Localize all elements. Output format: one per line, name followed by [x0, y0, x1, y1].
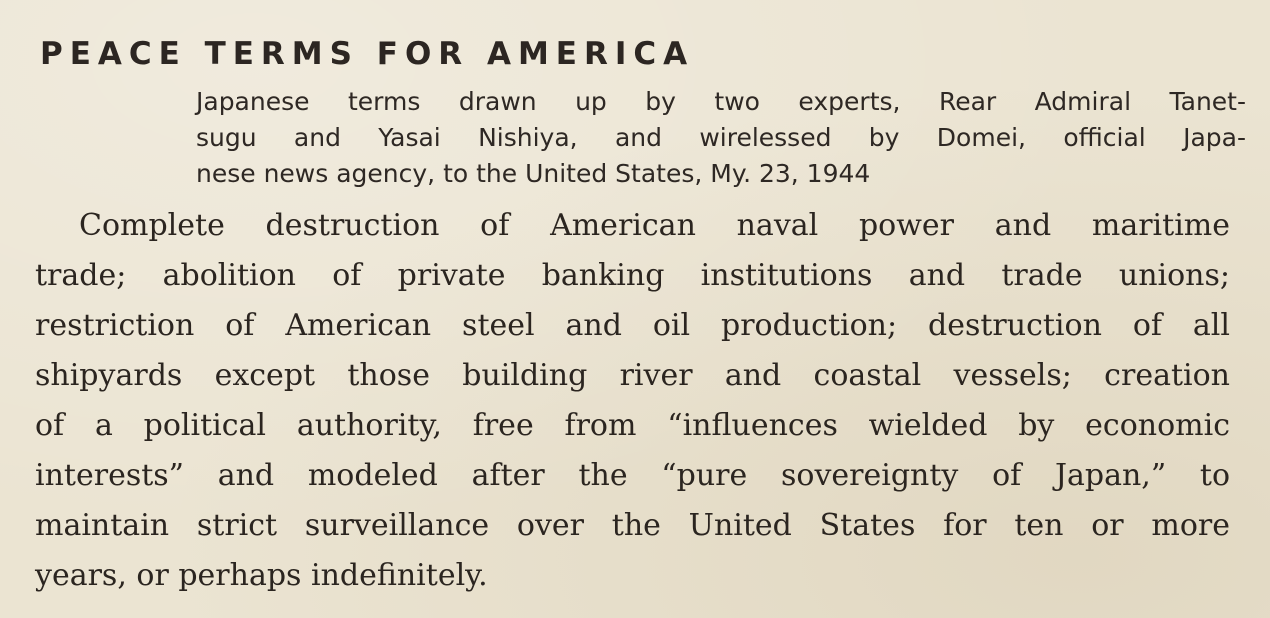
paragraph-line: shipyards except those building river and coastal vessels; creation: [35, 358, 1230, 393]
paragraph-line: years, or perhaps indefinitely.: [35, 558, 488, 593]
paragraph-line: restriction of American steel and oil production; destruction of all: [35, 308, 1230, 343]
source-note: [196, 84, 1246, 192]
source-note-line: Japanese terms drawn up by two experts, Rear Admiral Tanet-: [196, 87, 1246, 116]
body-paragraph: [35, 201, 1230, 601]
source-note-line: nese news agency, to the United States, My. 23, 1944: [196, 159, 871, 188]
source-note-line: sugu and Yasai Nishiya, and wirelessed by Domei, official Japa-: [196, 123, 1246, 152]
paragraph-line: trade; abolition of private banking institutions and trade unions;: [35, 258, 1230, 293]
paragraph-line: of a political authority, free from “influences wielded by economic: [35, 408, 1230, 443]
paragraph-line: interests” and modeled after the “pure sovereignty of Japan,” to: [35, 458, 1230, 493]
paragraph-line: maintain strict surveillance over the United States for ten or more: [35, 508, 1230, 543]
paragraph-line: Complete destruction of American naval power and maritime: [79, 208, 1230, 243]
page-title: PEACE TERMS FOR AMERICA: [40, 36, 695, 72]
